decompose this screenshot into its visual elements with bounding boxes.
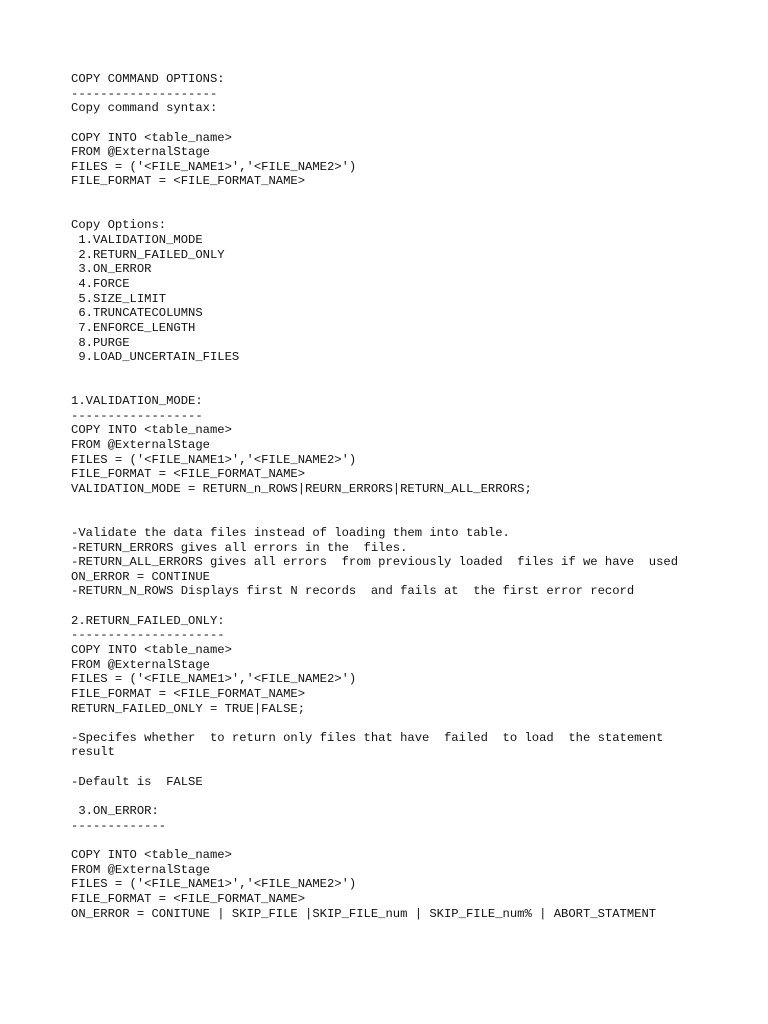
document-line: FILES = ('<FILE_NAME1>','<FILE_NAME2>') [71, 159, 357, 174]
document-line: COPY INTO <table_name> [71, 642, 232, 657]
document-line [71, 204, 761, 219]
document-line: COPY INTO <table_name> [71, 130, 232, 145]
document-line [71, 116, 761, 131]
document-line: COPY INTO <table_name> [71, 847, 232, 862]
document-line: FILES = ('<FILE_NAME1>','<FILE_NAME2>') [71, 877, 357, 892]
document-line: 2.RETURN_FAILED_ONLY [71, 247, 225, 262]
document-line: COPY INTO <table_name> [71, 423, 232, 438]
document-line: FILE_FORMAT = <FILE_FORMAT_NAME> [71, 686, 306, 701]
document-line: -RETURN_ERRORS gives all errors in the files. [71, 540, 408, 555]
document-line: 1.VALIDATION_MODE [71, 233, 203, 248]
document-line [71, 365, 761, 380]
document-line: 5.SIZE_LIMIT [71, 291, 167, 306]
document-line: ON_ERROR = CONITUNE | SKIP_FILE |SKIP_FILE_num | SKIP_FILE_num% | ABORT_STATMENT [71, 906, 657, 921]
document-line: ------------------ [71, 408, 203, 423]
document-line: ------------- [71, 818, 167, 833]
document-line: Copy Options: [71, 218, 167, 233]
document-line: 7.ENFORCE_LENGTH [71, 320, 196, 335]
document-line: -RETURN_ALL_ERRORS gives all errors from previously loaded files if we have used [71, 555, 679, 570]
document-text [71, 72, 761, 921]
document-line: FROM @ExternalStage [71, 438, 210, 453]
document-line [71, 511, 761, 526]
document-line: FILE_FORMAT = <FILE_FORMAT_NAME> [71, 174, 306, 189]
document-line: Copy command syntax: [71, 101, 218, 116]
document-line [71, 189, 761, 204]
document-line: FROM @ExternalStage [71, 657, 210, 672]
document-line [71, 379, 761, 394]
document-line: FROM @ExternalStage [71, 862, 210, 877]
document-line: FILE_FORMAT = <FILE_FORMAT_NAME> [71, 891, 306, 906]
document-line: -RETURN_N_ROWS Displays first N records and fails at the first error record [71, 584, 635, 599]
document-line: -------------------- [71, 86, 218, 101]
document-line: 9.LOAD_UNCERTAIN_FILES [71, 350, 240, 365]
document-line [71, 789, 761, 804]
document-line [71, 833, 761, 848]
document-line: --------------------- [71, 628, 225, 643]
document-line: FILES = ('<FILE_NAME1>','<FILE_NAME2>') [71, 672, 357, 687]
document-line: result [71, 745, 115, 760]
document-line: 6.TRUNCATECOLUMNS [71, 306, 203, 321]
document-line [71, 599, 761, 614]
document-line: FILE_FORMAT = <FILE_FORMAT_NAME> [71, 467, 306, 482]
document-line [71, 760, 761, 775]
document-line: -Default is FALSE [71, 774, 203, 789]
document-line: -Validate the data files instead of loading them into table. [71, 525, 510, 540]
document-line: VALIDATION_MODE = RETURN_n_ROWS|REURN_ERRORS|RETURN_ALL_ERRORS; [71, 481, 532, 496]
document-line: 4.FORCE [71, 276, 130, 291]
document-line: 3.ON_ERROR [71, 262, 152, 277]
document-line: 8.PURGE [71, 335, 130, 350]
document-line [71, 497, 761, 512]
document-line: COPY COMMAND OPTIONS: [71, 72, 225, 86]
document-line: FILES = ('<FILE_NAME1>','<FILE_NAME2>') [71, 452, 357, 467]
document-line: 3.ON_ERROR: [71, 804, 159, 819]
document-line: FROM @ExternalStage [71, 145, 210, 160]
document-line: ON_ERROR = CONTINUE [71, 569, 210, 584]
document-line: RETURN_FAILED_ONLY = TRUE|FALSE; [71, 701, 306, 716]
document-line [71, 716, 761, 731]
document-line: 2.RETURN_FAILED_ONLY: [71, 613, 225, 628]
document-line: -Specifes whether to return only files that have failed to load the statement [71, 730, 664, 745]
document-line: 1.VALIDATION_MODE: [71, 394, 203, 409]
